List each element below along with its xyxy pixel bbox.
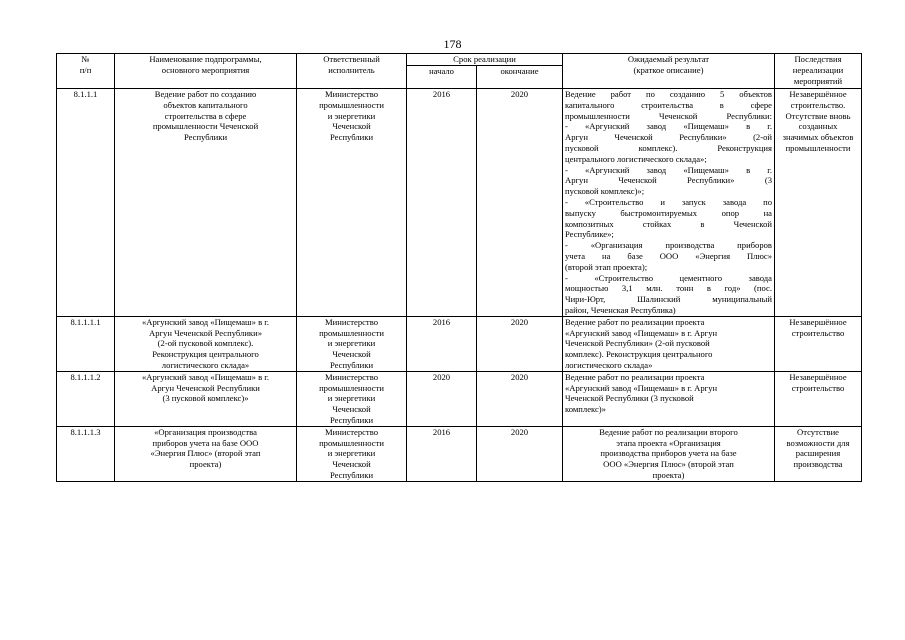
result-line: мощностью 3,1 млн. тонн в год» (пос. <box>565 283 772 294</box>
row-start-year: 2016 <box>407 89 477 317</box>
resp-line: промышленности <box>319 99 384 110</box>
name-line: «Энергия Плюс» (второй этап <box>150 448 261 459</box>
name-line: промышленности Чеченской <box>152 121 259 132</box>
result-line: комплекс). Реконструкция центрального <box>565 349 713 360</box>
resp-line: Министерство <box>325 426 378 437</box>
result-line: логистического склада» <box>565 359 653 370</box>
row-responsible <box>297 89 407 317</box>
result-line: пусковой комплекс). Реконструкция <box>565 142 772 153</box>
row-responsible <box>297 371 407 426</box>
row-expected-result <box>563 89 775 317</box>
row-responsible <box>297 316 407 371</box>
col-header-expected-result: Ожидаемый результат (краткое описание) <box>563 54 775 89</box>
result-line: выпуску быстромонтируемых опор на <box>565 207 772 218</box>
resp-line: Чеченской <box>332 349 371 360</box>
result-line: капитального строительства в сфере <box>565 99 772 110</box>
row-number: 8.1.1.1.1 <box>57 316 115 371</box>
resp-line: Министерство <box>325 371 378 382</box>
resp-line: и энергетики <box>327 338 376 349</box>
page-number: 178 <box>443 37 462 51</box>
name-line: Аргун Чеченской Республики <box>151 382 260 393</box>
result-line: Ведение работ по реализации проекта <box>565 371 705 382</box>
name-line: логистического склада» <box>161 359 250 370</box>
name-line: (2-ой пусковой комплекс). <box>157 338 254 349</box>
result-line: - «Строительство цементного завода <box>565 272 772 283</box>
row-start-year: 2020 <box>407 371 477 426</box>
conseq-line: производства <box>793 459 843 470</box>
table-row <box>57 316 862 371</box>
conseq-line: Незавершённое <box>789 316 847 327</box>
resp-line: Министерство <box>325 89 378 99</box>
resp-line: Чеченской <box>332 404 371 415</box>
result-line: Аргун Чеченской Республики» (2-ой <box>565 132 772 143</box>
result-line: район, Чеченская Республика) <box>565 304 676 315</box>
result-line: промышленности Чеченской Республики: <box>565 110 772 121</box>
row-activity-name <box>115 316 297 371</box>
result-line: - «Организация производства приборов <box>565 240 772 251</box>
result-line: комплекс)» <box>565 404 606 415</box>
result-line: Ведение работ по реализации проекта <box>565 316 705 327</box>
result-line: «Аргунский завод «Пищемаш» в г. Аргун <box>565 327 718 338</box>
name-line: «Аргунский завод «Пищемаш» в г. <box>141 316 270 327</box>
row-start-year: 2016 <box>407 426 477 481</box>
row-consequences <box>775 426 862 481</box>
row-consequences <box>775 89 862 317</box>
col-header-consequences: Последствия нереализации мероприятий <box>775 54 862 89</box>
resp-line: Республики <box>329 132 374 143</box>
row-end-year: 2020 <box>477 371 563 426</box>
conseq-line: строительство <box>791 327 845 338</box>
row-expected-result <box>563 371 775 426</box>
name-line: строительства в сфере <box>164 110 247 121</box>
col-header-period: Срок реализации <box>407 54 563 66</box>
name-line: Реконструкция центрального <box>152 349 259 360</box>
row-end-year: 2020 <box>477 316 563 371</box>
name-line: проекта) <box>189 459 222 470</box>
col-header-start: начало <box>407 66 477 89</box>
resp-line: промышленности <box>319 382 384 393</box>
result-line: - «Аргунский завод «Пищемаш» в г. <box>565 164 772 175</box>
result-line: - «Аргунский завод «Пищемаш» в г. <box>565 121 772 132</box>
result-line: Ведение работ по реализации второго <box>599 426 738 437</box>
row-activity-name <box>115 426 297 481</box>
result-line: учета на базе ООО «Энергия Плюс» <box>565 250 772 261</box>
conseq-line: строительство. <box>790 99 846 110</box>
result-line: проекта) <box>652 469 685 480</box>
result-line: Чеченской Республики» (2-ой пусковой <box>565 338 710 349</box>
result-line: - «Строительство и запуск завода по <box>565 196 772 207</box>
row-expected-result <box>563 316 775 371</box>
conseq-line: строительство <box>791 382 845 393</box>
result-line: Ведение работ по созданию 5 объектов <box>565 89 772 99</box>
result-line: Республике»; <box>565 229 614 240</box>
resp-line: Чеченской <box>332 459 371 470</box>
result-line: производства приборов учета на базе <box>600 448 737 459</box>
col-header-responsible: Ответственный исполнитель <box>297 54 407 89</box>
resp-line: промышленности <box>319 327 384 338</box>
result-line: этапа проекта «Организация <box>616 437 721 448</box>
row-number: 8.1.1.1 <box>57 89 115 317</box>
result-line: ООО «Энергия Плюс» (второй этап <box>603 459 734 470</box>
result-line: Аргун Чеченской Республики» (3 <box>565 175 772 186</box>
result-line: пусковой комплекс)»; <box>565 186 645 197</box>
conseq-line: Отсутствие вновь <box>785 110 851 121</box>
name-line: Аргун Чеченской Республики» <box>149 327 262 338</box>
conseq-line: Незавершённое <box>789 371 847 382</box>
resp-line: промышленности <box>319 437 384 448</box>
result-line: композитных стойках в Чеченской <box>565 218 772 229</box>
conseq-line: Отсутствие <box>797 426 839 437</box>
row-number: 8.1.1.1.3 <box>57 426 115 481</box>
name-line: Республики <box>183 132 228 143</box>
row-start-year: 2016 <box>407 316 477 371</box>
col-header-end: окончание <box>477 66 563 89</box>
row-activity-name <box>115 89 297 317</box>
resp-line: Чеченской <box>332 121 371 132</box>
table-row <box>57 89 862 317</box>
resp-line: Республики <box>329 469 374 480</box>
table-row <box>57 426 862 481</box>
name-line: «Аргунский завод «Пищемаш» в г. <box>141 371 270 382</box>
resp-line: и энергетики <box>327 393 376 404</box>
resp-line: Республики <box>329 414 374 425</box>
resp-line: и энергетики <box>327 110 376 121</box>
row-responsible <box>297 426 407 481</box>
conseq-line: значимых объектов <box>782 132 854 143</box>
result-line: центрального логистического склада»; <box>565 153 707 164</box>
col-header-name: Наименование подпрограммы, основного мероприятия <box>115 54 297 89</box>
resp-line: Республики <box>329 359 374 370</box>
conseq-line: Незавершённое <box>789 89 847 99</box>
row-activity-name <box>115 371 297 426</box>
activities-table <box>56 53 862 482</box>
table-row <box>57 371 862 426</box>
conseq-line: промышленности <box>785 142 851 153</box>
row-end-year: 2020 <box>477 89 563 317</box>
row-number: 8.1.1.1.2 <box>57 371 115 426</box>
table-header <box>57 54 862 89</box>
table-body <box>57 89 862 482</box>
resp-line: Министерство <box>325 316 378 327</box>
row-expected-result <box>563 426 775 481</box>
result-line: Чеченской Республики (3 пусковой <box>565 393 694 404</box>
row-consequences <box>775 371 862 426</box>
resp-line: и энергетики <box>327 448 376 459</box>
row-end-year: 2020 <box>477 426 563 481</box>
result-line: «Аргунский завод «Пищемаш» в г. Аргун <box>565 382 718 393</box>
conseq-line: возможности для <box>786 437 850 448</box>
name-line: (3 пусковой комплекс)» <box>162 393 249 404</box>
col-header-number: № п/п <box>57 54 115 89</box>
name-line: Ведение работ по созданию <box>154 89 257 99</box>
result-line: (второй этап проекта); <box>565 261 648 272</box>
conseq-line: созданных <box>798 121 838 132</box>
conseq-line: расширения <box>795 448 841 459</box>
name-line: «Организация производства <box>154 426 257 437</box>
name-line: объектов капитального <box>163 99 248 110</box>
row-consequences <box>775 316 862 371</box>
result-line: Чири-Юрт, Шалинский муниципальный <box>565 294 772 305</box>
name-line: приборов учета на базе ООО <box>152 437 259 448</box>
